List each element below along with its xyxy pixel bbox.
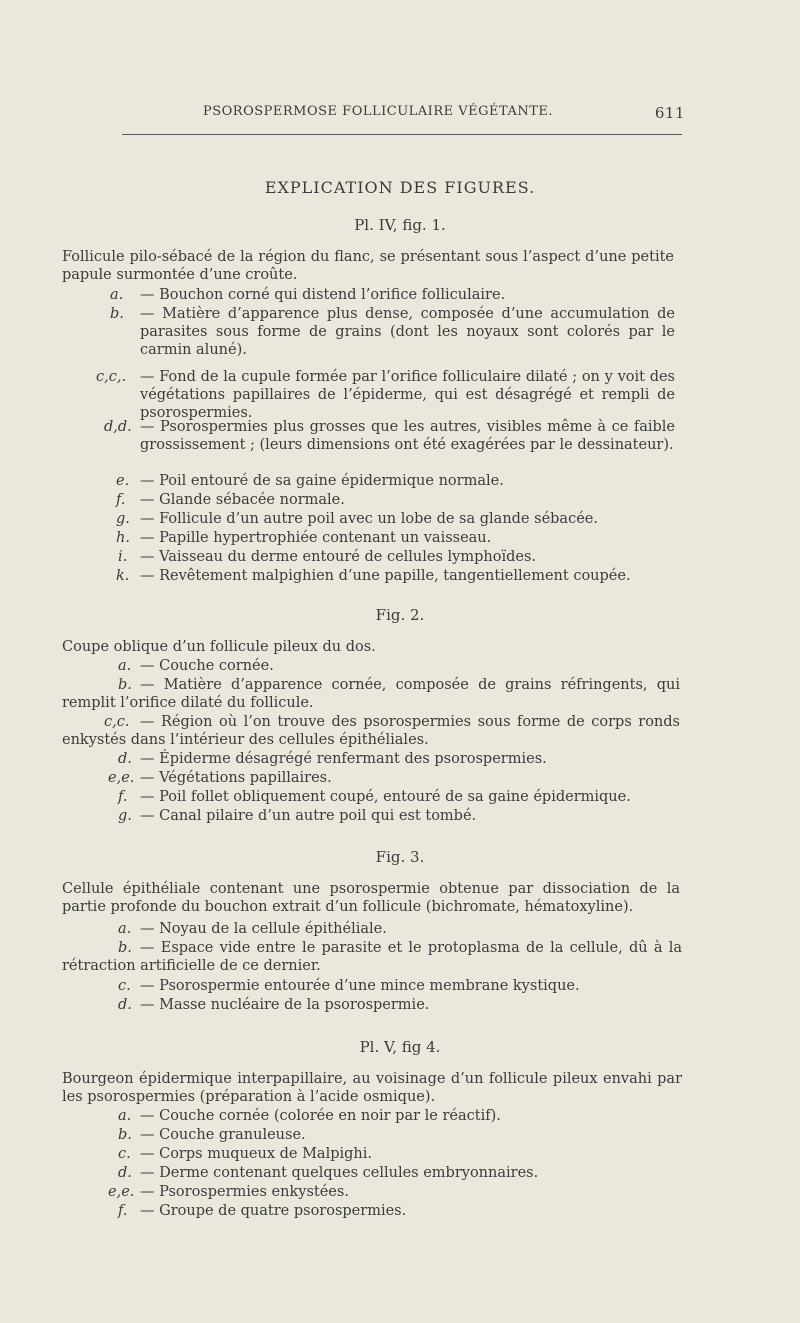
item-label: a. (118, 1108, 132, 1124)
item-text: — Couche granuleuse. (140, 1127, 306, 1143)
item-label: d. (118, 1165, 132, 1181)
item-text: — Végétations papillaires. (140, 770, 332, 786)
section-heading: Pl. V, fig 4. (359, 1038, 441, 1056)
item-text: — Vaisseau du derme entouré de cellules lymphoïdes. (140, 549, 537, 565)
item-text: — Épiderme désagrégé renfermant des psorospermies. (140, 751, 547, 767)
item-text: — Corps muqueux de Malpighi. (140, 1146, 372, 1162)
item-label: b. (118, 940, 132, 956)
item-text: — Groupe de quatre psorospermies. (140, 1203, 407, 1219)
item-label: e,e. (108, 1184, 135, 1200)
section-intro (62, 880, 680, 916)
intro-text: Follicule pilo-sébacé de la région du flanc, se présentant sous l’aspect d’une petite papule surmontée d’une croûte. (62, 249, 674, 283)
item-label: e. (116, 473, 130, 489)
item-text: — Psorospermies plus grosses que les autres, visibles même à ce faible grossissement ; (leurs dimensions ont été exagérées par le dessinateur). (140, 419, 675, 453)
item-text: — Couche cornée. (140, 658, 274, 674)
item-label: c,c,. (96, 369, 127, 385)
item-label: g. (118, 808, 132, 824)
item-text: — Revêtement malpighien d’une papille, tangentiellement coupée. (140, 568, 631, 584)
running-title: PSOROSPERMOSE FOLLICULAIRE VÉGÉTANTE. (203, 104, 553, 119)
item-label: a. (118, 921, 132, 937)
item-text: — Follicule d’un autre poil avec un lobe de sa glande sébacée. (140, 511, 598, 527)
section-intro (62, 638, 674, 656)
item-label: h. (116, 530, 130, 546)
item-text: — Psorospermies enkystées. (140, 1184, 349, 1200)
item-label: d,d. (104, 419, 132, 435)
item-text: — Espace vide entre le parasite et le protoplasma de la cellule, dû à la rétraction artificielle de ce dernier. (62, 940, 682, 974)
header-rule (122, 134, 682, 135)
item-label: f. (116, 492, 126, 508)
item-label: c. (118, 978, 131, 994)
item-label: g. (116, 511, 130, 527)
item-label: d. (118, 751, 132, 767)
item-label: e,e. (108, 770, 135, 786)
item-label: b. (118, 1127, 132, 1143)
item-text: — Couche cornée (colorée en noir par le réactif). (140, 1108, 501, 1124)
item-label: b. (110, 306, 124, 322)
item-label: c. (118, 1146, 131, 1162)
item-text: — Glande sébacée normale. (140, 492, 345, 508)
section-intro (62, 1070, 682, 1106)
item-text: — Matière d’apparence cornée, composée de grains réfringents, qui remplit l’orifice dilaté du follicule. (62, 677, 680, 711)
intro-text: Cellule épithéliale contenant une psorospermie obtenue par dissociation de la partie profonde du bouchon extrait d’un follicule (bichromate, hématoxyline). (62, 881, 680, 915)
item-label: k. (116, 568, 130, 584)
item-label: i. (118, 549, 128, 565)
item-text: — Poil entouré de sa gaine épidermique normale. (140, 473, 504, 489)
item-text: — Masse nucléaire de la psorospermie. (140, 997, 430, 1013)
item-text: — Derme contenant quelques cellules embryonnaires. (140, 1165, 539, 1181)
section-heading: Fig. 2. (375, 606, 425, 624)
item-text: — Papille hypertrophiée contenant un vaisseau. (140, 530, 492, 546)
page-title: EXPLICATION DES FIGURES. (264, 178, 536, 197)
section-heading: Fig. 3. (375, 848, 425, 866)
page-number: 611 (654, 104, 685, 122)
item-label: f. (118, 789, 128, 805)
item-label: a. (118, 658, 132, 674)
item-text: — Noyau de la cellule épithéliale. (140, 921, 387, 937)
item-label: f. (118, 1203, 128, 1219)
item-label: b. (118, 677, 132, 693)
item-label: a. (110, 287, 124, 303)
item-text: — Bouchon corné qui distend l’orifice folliculaire. (140, 287, 506, 303)
item-text: — Fond de la cupule formée par l’orifice folliculaire dilaté ; on y voit des végétations papillaires de l’épiderme, qui est désagrégé et rempli de psorospermies. (140, 369, 675, 421)
item-text: — Poil follet obliquement coupé, entouré de sa gaine épidermique. (140, 789, 631, 805)
section-heading: Pl. IV, fig. 1. (354, 216, 446, 234)
item-label: c,c. (104, 714, 130, 730)
intro-text: Bourgeon épidermique interpapillaire, au voisinage d’un follicule pileux envahi par les psorospermies (préparation à l’acide osmique). (62, 1071, 682, 1105)
intro-text: Coupe oblique d’un follicule pileux du dos. (62, 639, 376, 655)
item-text: — Matière d’apparence plus dense, composée d’une accumulation de parasites sous forme de grains (dont les noyaux sont colorés par le carmin aluné). (140, 306, 675, 358)
item-text: — Région où l’on trouve des psorospermies sous forme de corps ronds enkystés dans l’intérieur des cellules épithéliales. (62, 714, 680, 748)
section-intro (62, 248, 674, 284)
item-text: — Canal pilaire d’un autre poil qui est tombé. (140, 808, 477, 824)
item-label: d. (118, 997, 132, 1013)
item-text: — Psorospermie entourée d’une mince membrane kystique. (140, 978, 580, 994)
